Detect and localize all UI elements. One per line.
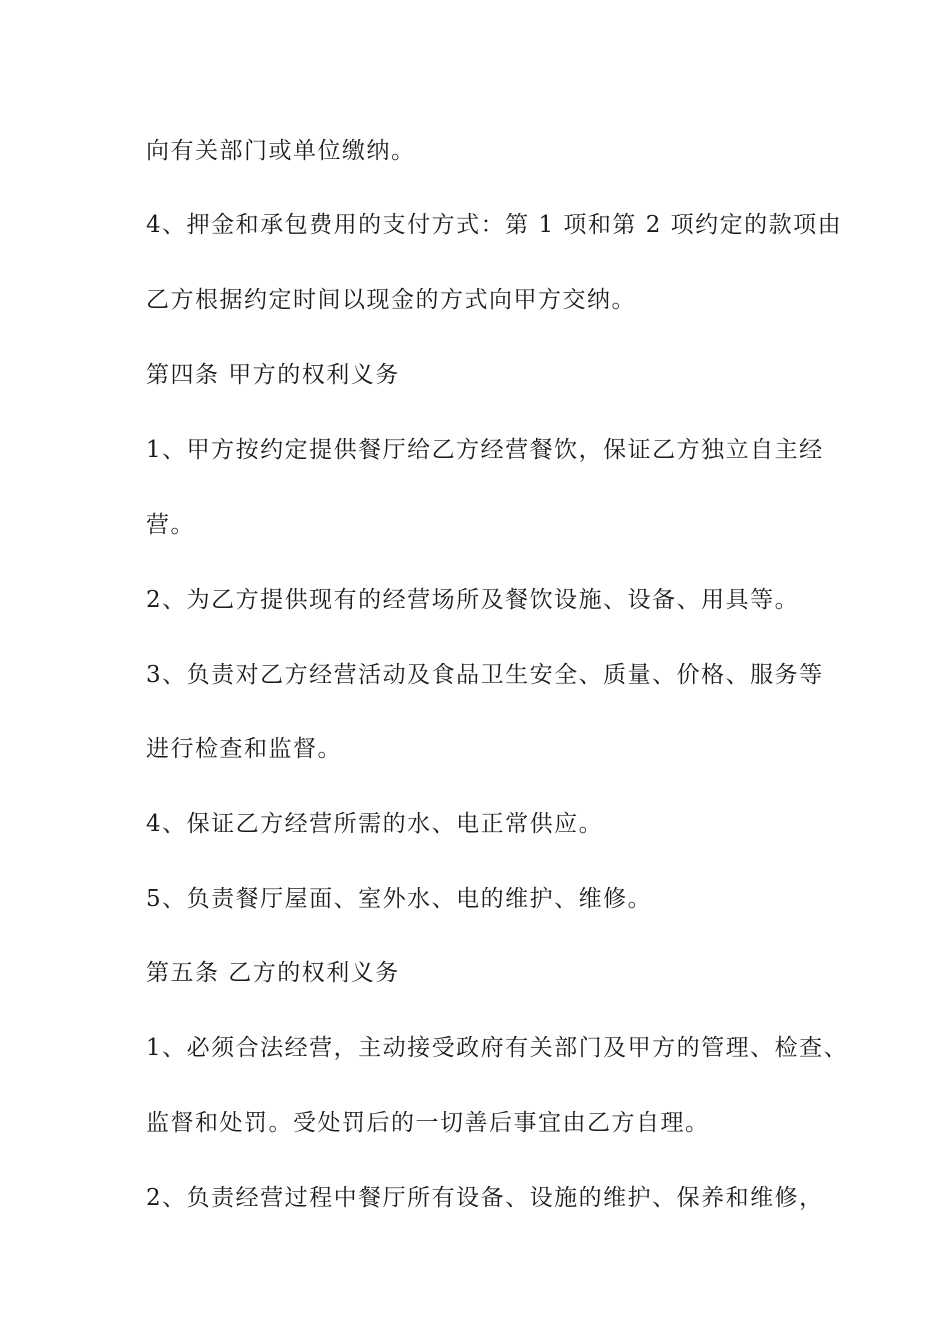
section-heading: 第四条 甲方的权利义务	[146, 362, 400, 388]
text-line: 4、押金和承包费用的支付方式：第 1 项和第 2 项约定的款项由	[146, 212, 843, 238]
text-line: 监督和处罚。受处罚后的一切善后事宜由乙方自理。	[146, 1110, 710, 1136]
text-line: 1、必须合法经营，主动接受政府有关部门及甲方的管理、检查、	[146, 1035, 849, 1061]
text-line: 进行检查和监督。	[146, 736, 342, 762]
text-line: 2、负责经营过程中餐厅所有设备、设施的维护、保养和维修，	[146, 1185, 824, 1211]
text-line: 4、保证乙方经营所需的水、电正常供应。	[146, 811, 604, 837]
text-line: 乙方根据约定时间以现金的方式向甲方交纳。	[146, 287, 636, 313]
text-line: 向有关部门或单位缴纳。	[146, 138, 416, 164]
text-line: 2、为乙方提供现有的经营场所及餐饮设施、设备、用具等。	[146, 587, 800, 613]
text-line: 营。	[146, 512, 195, 538]
text-line: 3、负责对乙方经营活动及食品卫生安全、质量、价格、服务等	[146, 662, 824, 688]
section-heading: 第五条 乙方的权利义务	[146, 960, 400, 986]
text-line: 1、甲方按约定提供餐厅给乙方经营餐饮，保证乙方独立自主经	[146, 437, 824, 463]
text-line: 5、负责餐厅屋面、室外水、电的维护、维修。	[146, 886, 653, 912]
